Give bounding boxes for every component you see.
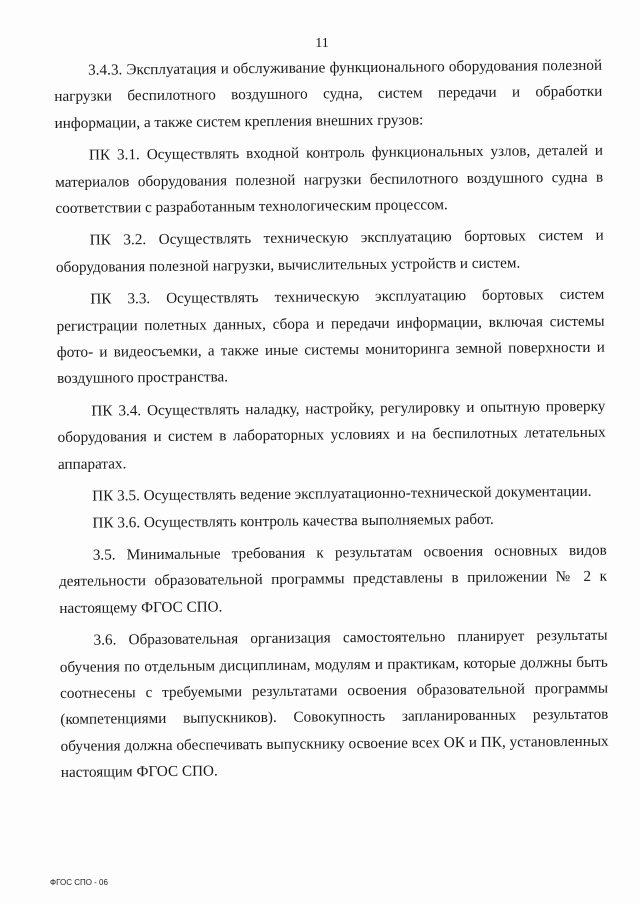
competency-pk-3-6: ПК 3.6. Осуществлять контроль качества выполняемых работ.	[92, 510, 494, 532]
competency-pk-3-4: ПК 3.4. Осуществлять наладку, настройку, регулировку и опытную проверку оборудования и систем в лабораторных условиях и на беспилотных летательных аппаратах.	[57, 397, 606, 473]
section-3-5-paragraph: 3.5. Минимальные требования к результатам освоения основных видов деятельности образовательной программы представлены в приложении № 2 к настоящему ФГОС СПО.	[58, 541, 608, 617]
competency-pk-3-3: ПК 3.3. Осуществлять техническую эксплуатацию бортовых систем регистрации полетных данных, сбора и передачи информации, включая системы фото- и видеосъемки, а также иные системы мониторинга земной поверхности и воздушного пространства.	[56, 285, 605, 388]
competency-pk-3-5: ПК 3.5. Осуществлять ведение эксплуатационно-технической документации.	[92, 482, 592, 505]
competency-pk-3-2: ПК 3.2. Осуществлять техническую эксплуатацию бортовых систем и оборудования полезной нагрузки, вычислительных устройств и систем.	[55, 227, 604, 276]
document-body	[54, 53, 609, 787]
section-3-6-paragraph: 3.6. Образовательная организация самостоятельно планирует результаты обучения по отдельным дисциплинам, модулям и практикам, которые должны быть соотнесены с требуемыми результатами освоения образовательной программы (компетенциями выпускников). Совокупность запланированных результатов обучения должна обеспечивать выпускнику освоение всех ОК и ПК, установленных настоящим ФГОС СПО.	[59, 626, 609, 782]
footer-code: ФГОС СПО - 06	[50, 878, 108, 887]
competency-pk-3-1: ПК 3.1. Осуществлять входной контроль функциональных узлов, деталей и материалов оборудования полезной нагрузки беспилотного воздушного судна в соответствии с разработанным технологическим процессом.	[55, 141, 604, 218]
page-number: 11	[315, 36, 329, 51]
section-3-4-3-heading: 3.4.3. Эксплуатация и обслуживание функционального оборудования полезной нагрузки беспилотного воздушного судна, систем передачи и обработки информации, а также систем крепления внешних грузов:	[54, 56, 603, 132]
